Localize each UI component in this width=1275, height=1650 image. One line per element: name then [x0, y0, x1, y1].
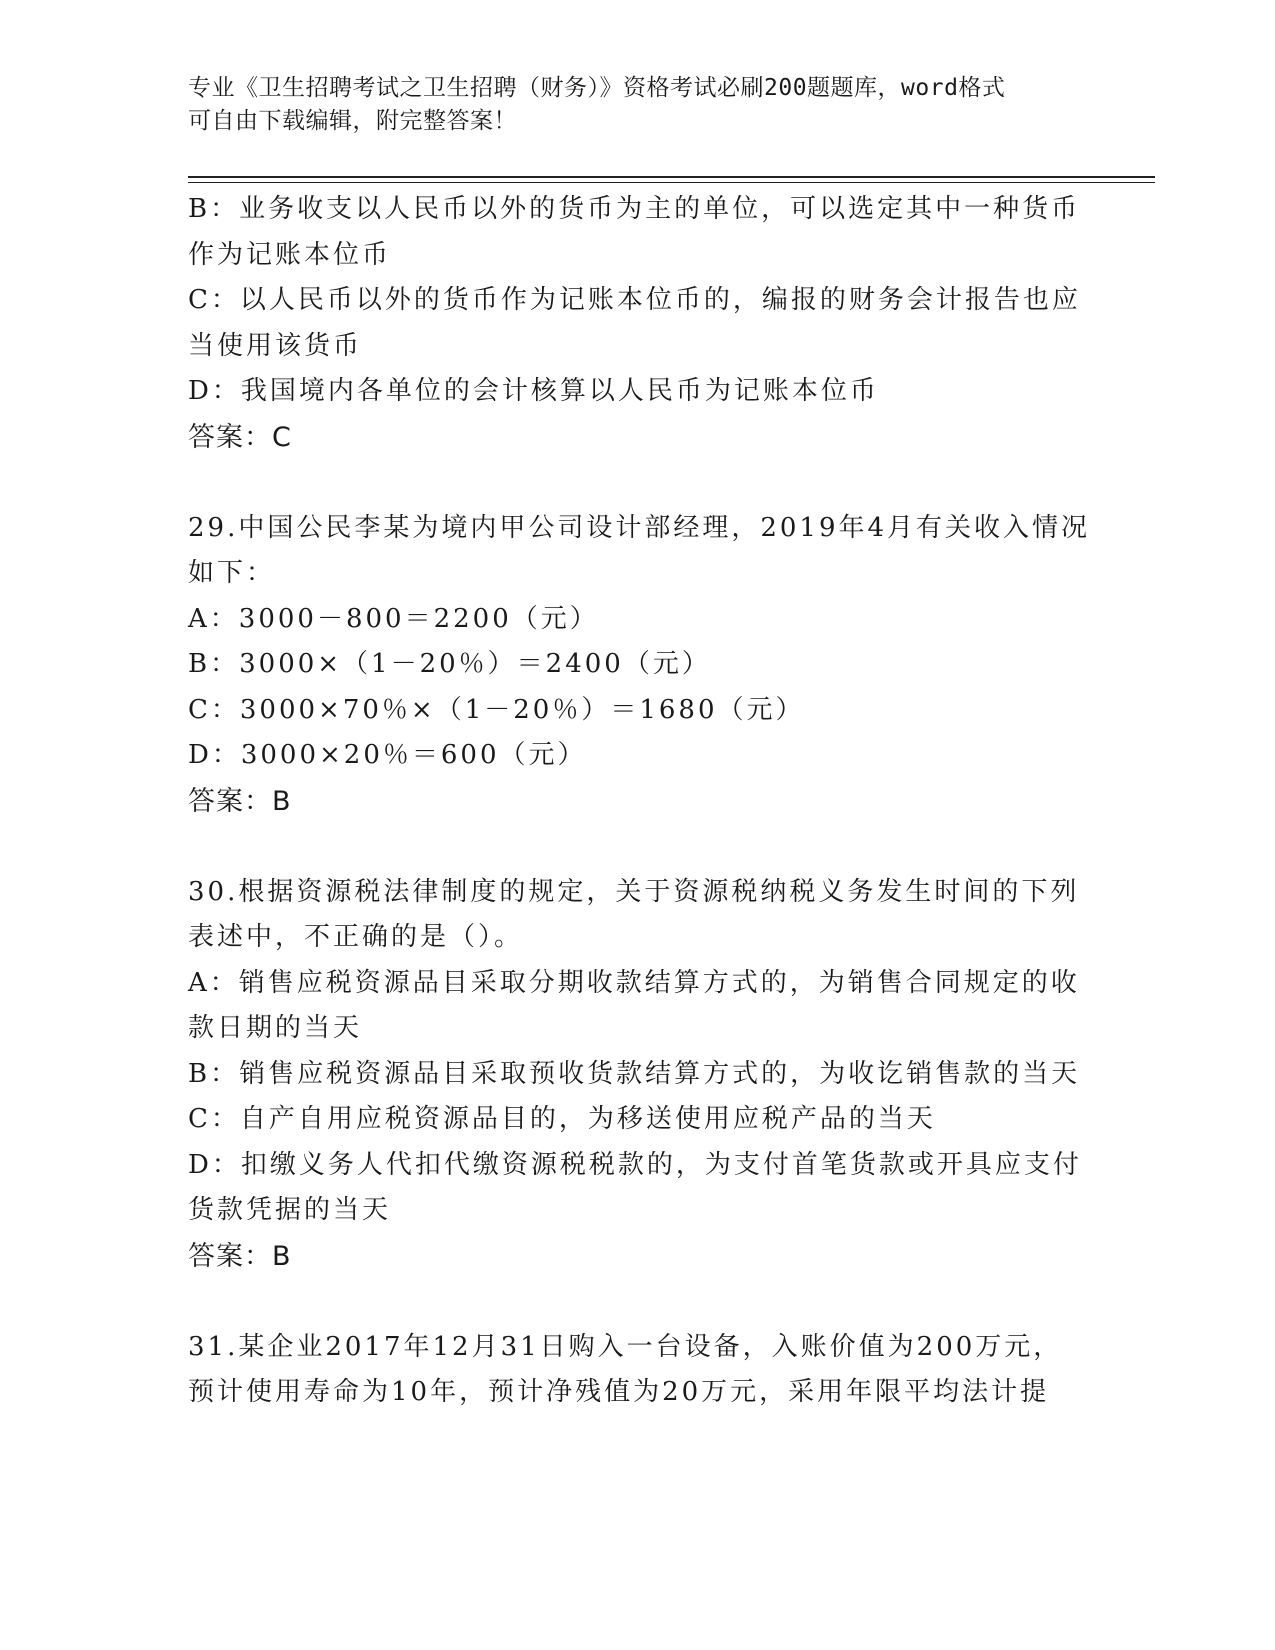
question-stem-line-1: 31.某企业2017年12月31日购入一台设备，入账价值为200万元，	[188, 1331, 1063, 1362]
answer: 答案：B	[188, 785, 292, 817]
option-c: C：3000×70％×（1－20％）＝1680（元）	[188, 694, 805, 725]
question-stem-line-2: 表述中，不正确的是（）。	[188, 922, 524, 952]
question-29	[188, 506, 1091, 825]
option-b-line-1: B：业务收支以人民币以外的货币为主的单位，可以选定其中一种货币	[188, 194, 1081, 224]
option-c: C：自产自用应税资源品目的，为移送使用应税产品的当天	[188, 1104, 936, 1134]
answer: 答案：B	[188, 1240, 292, 1272]
answer: 答案：C	[188, 421, 292, 453]
option-d-line-2: 货款凭据的当天	[188, 1195, 392, 1225]
option-a-line-2: 款日期的当天	[188, 1013, 363, 1043]
header-divider-thick	[188, 176, 1155, 178]
option-b-line-2: 作为记账本位币	[188, 239, 392, 270]
question-stem-line-2: 如下：	[188, 558, 276, 588]
question-stem-line-1: 30.根据资源税法律制度的规定，关于资源税纳税义务发生时间的下列	[188, 876, 1080, 907]
question-28-continued	[188, 187, 1088, 460]
header-line-1: 专业《卫生招聘考试之卫生招聘（财务）》资格考试必刷200题题库，word格式	[188, 75, 1006, 101]
header-line-2: 可自由下载编辑，附完整答案！	[188, 108, 517, 134]
option-d-line-1: D：扣缴义务人代扣代缴资源税税款的，为支付首笔货款或开具应支付	[188, 1149, 1082, 1180]
spacer	[188, 824, 1088, 870]
document-header	[188, 72, 1078, 138]
option-a-line-1: A：销售应税资源品目采取分期收款结算方式的，为销售合同规定的收	[188, 967, 1080, 998]
document-body	[188, 187, 1091, 1416]
spacer	[188, 1279, 1088, 1325]
option-d: D：我国境内各单位的会计核算以人民币为记账本位币	[188, 376, 879, 406]
option-d: D：3000×20％＝600（元）	[188, 740, 587, 770]
question-stem-line-2: 预计使用寿命为10年，预计净残值为20万元，采用年限平均法计提	[188, 1377, 1050, 1407]
option-a: A：3000－800＝2200（元）	[188, 603, 599, 634]
option-c-line-1: C：以人民币以外的货币作为记账本位币的，编报的财务会计报告也应	[188, 285, 1081, 315]
option-c-line-2: 当使用该货币	[188, 330, 363, 361]
question-31	[188, 1325, 1088, 1416]
option-b: B：销售应税资源品目采取预收货款结算方式的，为收讫销售款的当天	[188, 1058, 1081, 1089]
question-stem-line-1: 29.中国公民李某为境内甲公司设计部经理，2019年4月有关收入情况	[188, 512, 1091, 543]
question-30	[188, 870, 1088, 1280]
header-divider-thin	[188, 182, 1155, 183]
option-b: B：3000×（1－20％）＝2400（元）	[188, 649, 711, 679]
spacer	[188, 460, 1088, 506]
